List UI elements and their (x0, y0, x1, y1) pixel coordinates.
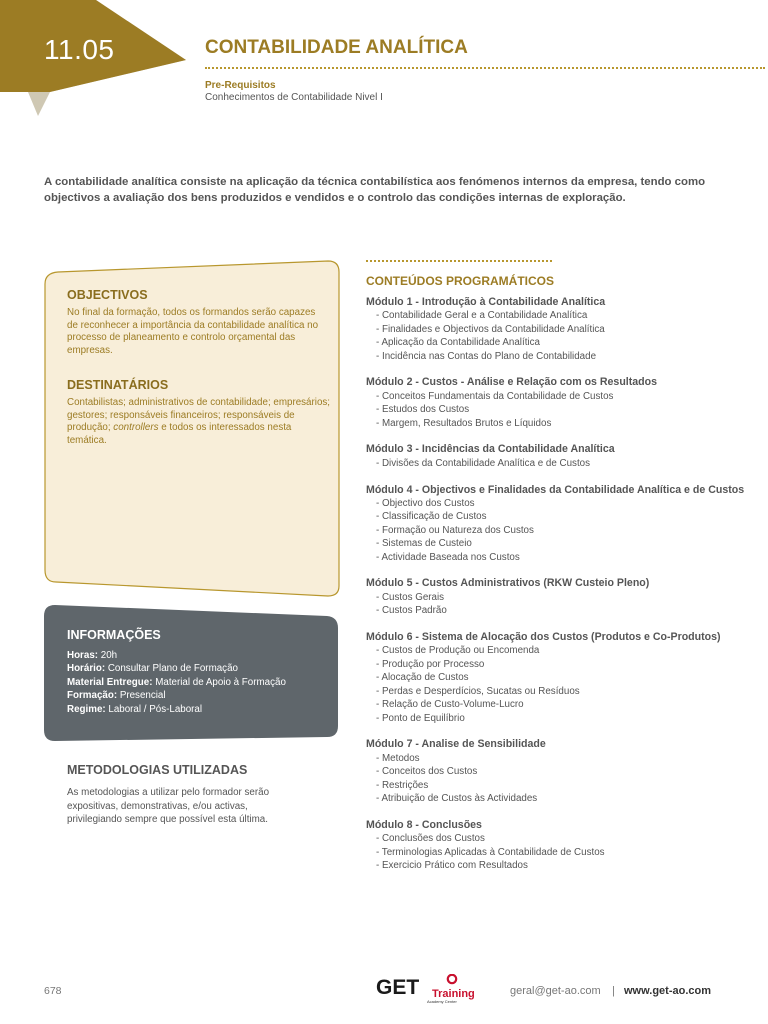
module-item: - Produção por Processo (376, 658, 485, 670)
information-title: INFORMAÇÕES (67, 628, 161, 642)
module-item: - Ponto de Equilíbrio (376, 712, 465, 724)
objectives-title: OBJECTIVOS (67, 288, 148, 302)
page-number: 678 (44, 985, 62, 997)
footer-separator: | (612, 985, 615, 997)
page-title: CONTABILIDADE ANALÍTICA (205, 37, 468, 58)
module-block (366, 819, 756, 873)
module-item: - Divisões da Contabilidade Analítica e de Custos (376, 457, 591, 469)
recipients-text: Contabilistas; administrativos de contabilidade; empresários; gestores; responsáveis financeiros; responsáveis de produção; controllers e todos os interessados nesta temática. (67, 397, 331, 446)
footer-email[interactable]: geral@get-ao.com (510, 985, 601, 997)
contents-divider (366, 260, 552, 262)
module-item: - Custos Padrão (376, 605, 447, 617)
info-hours: Horas: 20h (67, 650, 118, 661)
module-item: - Aplicação da Contabilidade Analítica (376, 337, 540, 349)
module-item: - Contabilidade Geral e a Contabilidade Analítica (376, 310, 588, 322)
module-item: - Estudos dos Custos (376, 404, 470, 416)
svg-text:Training: Training (432, 988, 475, 1000)
module-title: Módulo 5 - Custos Administrativos (RKW Custeio Pleno) (366, 577, 650, 590)
svg-text:Academy Center: Academy Center (427, 999, 457, 1004)
course-code: 11.05 (44, 34, 115, 65)
module-block (366, 376, 756, 430)
recipients-title: DESTINATÁRIOS (67, 378, 169, 392)
information-list (67, 649, 286, 716)
module-item: - Sistemas de Custeio (376, 538, 472, 550)
module-item: - Relação de Custo-Volume-Lucro (376, 699, 524, 711)
module-block (366, 443, 756, 470)
module-title: Módulo 3 - Incidências da Contabilidade Analítica (366, 443, 615, 456)
intro-paragraph: A contabilidade analítica consiste na aplicação da técnica contabilística aos fenómenos internos da empresa, tendo como objectivos a avaliação dos bens produzidos e vendidos e o controlo das condições internas de exploração. (44, 176, 706, 204)
footer-website[interactable]: www.get-ao.com (624, 985, 711, 997)
module-item: - Metodos (376, 752, 420, 764)
methodologies-text: As metodologias a utilizar pelo formador serão expositivas, demonstrativas, e/ou activas, privilegiando sempre que possível esta última. (67, 787, 270, 826)
module-block (366, 296, 756, 363)
module-item: - Exercicio Prático com Resultados (376, 859, 528, 871)
module-item: - Custos Gerais (376, 591, 445, 603)
title-divider (205, 67, 765, 69)
module-title: Módulo 6 - Sistema de Alocação dos Custos (Produtos e Co-Produtos) (366, 631, 721, 644)
prerequisites-text: Conhecimentos de Contabilidade Nivel I (205, 92, 383, 103)
module-item: - Conceitos dos Custos (376, 766, 478, 778)
prerequisites-label: Pre-Requisitos (205, 80, 276, 91)
module-item: - Margem, Resultados Brutos e Líquidos (376, 417, 552, 429)
get-training-logo (376, 974, 480, 1004)
svg-text:GET: GET (376, 976, 420, 999)
module-block (366, 484, 756, 564)
module-block (366, 577, 756, 617)
methodologies-title: METODOLOGIAS UTILIZADAS (67, 763, 248, 777)
module-item: - Conceitos Fundamentais da Contabilidade de Custos (376, 390, 614, 402)
contents-title: CONTEÚDOS PROGRAMÁTICOS (366, 274, 555, 288)
module-title: Módulo 7 - Analise de Sensibilidade (366, 738, 546, 751)
module-item: - Actividade Baseada nos Custos (376, 551, 520, 563)
info-material: Material Entregue: Material de Apoio à Formação (67, 676, 286, 688)
module-title: Módulo 2 - Custos - Análise e Relação com os Resultados (366, 376, 657, 389)
module-item: - Perdas e Desperdícios, Sucatas ou Resíduos (376, 685, 580, 697)
module-item: - Finalidades e Objectivos da Contabilidade Analítica (376, 323, 605, 335)
modules-list (366, 296, 756, 886)
module-item: - Terminologias Aplicadas à Contabilidade de Custos (376, 846, 605, 858)
module-item: - Objectivo dos Custos (376, 498, 475, 510)
module-item: - Alocação de Custos (376, 672, 469, 684)
info-schedule: Horário: Consultar Plano de Formação (67, 663, 238, 675)
module-item: - Restrições (376, 779, 429, 791)
objectives-text: No final da formação, todos os formandos serão capazes de reconhecer a importância da contabilidade analítica no processo de planeamento e controlo orçamental das empresas. (67, 307, 319, 356)
module-item: - Classificação de Custos (376, 511, 487, 523)
module-item: - Incidência nas Contas do Plano de Contabilidade (376, 350, 597, 362)
module-item: - Conclusões dos Custos (376, 833, 485, 845)
module-item: - Atribuição de Custos às Actividades (376, 792, 538, 804)
module-title: Módulo 8 - Conclusões (366, 818, 482, 831)
info-format: Formação: Presencial (67, 690, 166, 702)
module-item: - Formação ou Natureza dos Custos (376, 524, 534, 536)
module-title: Módulo 1 - Introdução à Contabilidade Analítica (366, 296, 606, 308)
module-item: - Custos de Produção ou Encomenda (376, 645, 540, 657)
module-block (366, 631, 756, 725)
info-regime: Regime: Laboral / Pós-Laboral (67, 703, 203, 715)
module-block (366, 738, 756, 805)
module-title: Módulo 4 - Objectivos e Finalidades da Contabilidade Analítica e de Custos (366, 483, 745, 496)
